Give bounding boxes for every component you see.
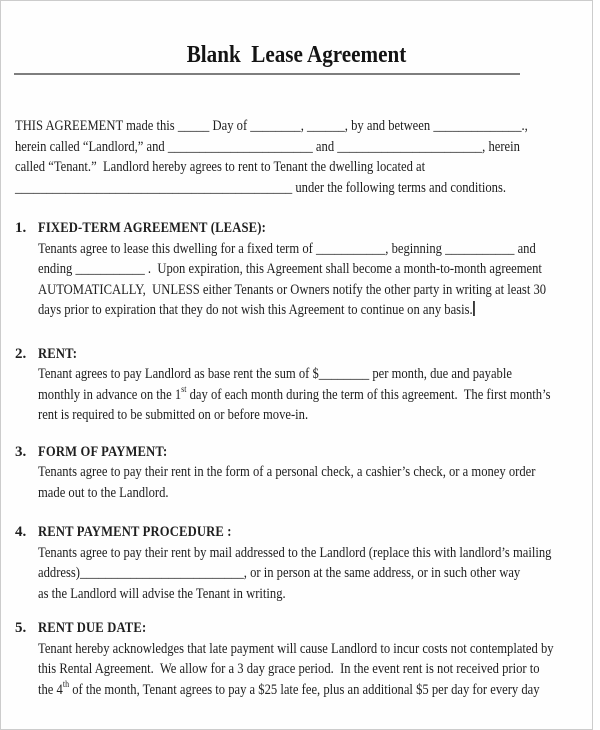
text-line: as the Landlord will advise the Tenant in writing. <box>38 585 286 602</box>
intro-line: ____________________________________________ under the following terms and conditions. <box>15 179 507 196</box>
intro-paragraph <box>15 116 592 198</box>
section-heading: RENT: <box>38 345 78 362</box>
section-form-of-payment <box>15 442 592 504</box>
text-line-text: days prior to expiration that they do not wish this Agreement to continue on any basis. <box>38 302 473 318</box>
section-rent <box>15 344 592 426</box>
section-content <box>38 218 592 321</box>
text-line: AUTOMATICALLY, UNLESS either Tenants or Owners notify the other party in writing at least 30 <box>38 281 547 298</box>
section-number: 1. <box>15 220 27 236</box>
text-segment: day of each month during the term of this agreement. The first month’s <box>186 386 551 403</box>
text-line: address)__________________________, or in person at the same address, or in such other way <box>38 565 521 581</box>
section-heading: RENT DUE DATE: <box>38 620 147 636</box>
superscript-ordinal: st <box>181 384 187 395</box>
text-segment: the 4 <box>38 681 63 698</box>
text-segment: of the month, Tenant agrees to pay a $25 late fee, plus an additional $5 per day for every day <box>69 681 540 698</box>
text-cursor <box>473 301 474 316</box>
section-number: 4. <box>15 524 27 540</box>
intro-line: called “Tenant.” Landlord hereby agrees to rent to Tenant the dwelling located at <box>15 159 426 175</box>
section-content <box>38 344 592 426</box>
text-line: made out to the Landlord. <box>38 484 169 501</box>
text-line <box>38 300 503 321</box>
text-line: ending ___________ . Upon expiration, this Agreement shall become a month-to-month agreement <box>38 261 542 277</box>
section-number: 5. <box>15 620 27 636</box>
title-rule <box>14 73 520 75</box>
text-segment: monthly in advance on the 1 <box>38 386 182 403</box>
text-line: Tenant agrees to pay Landlord as base rent the sum of $________ per month, due and payable <box>38 366 512 382</box>
section-heading: FIXED-TERM AGREEMENT (LEASE): <box>38 220 266 236</box>
section-content <box>38 618 592 700</box>
text-line: Tenants agree to lease this dwelling for a fixed term of ___________, beginning ___________ and <box>38 240 536 257</box>
text-line: Tenants agree to pay their rent in the form of a personal check, a cashier’s check, or a money order <box>38 464 536 480</box>
intro-line: herein called “Landlord,” and _______________________ and _______________________, herein <box>15 138 520 155</box>
document-title: Blank Lease Agreement <box>186 42 407 68</box>
section-heading: FORM OF PAYMENT: <box>38 443 168 460</box>
section-content <box>38 442 592 504</box>
section-rent-due-date <box>15 618 592 700</box>
text-line: Tenants agree to pay their rent by mail addressed to the Landlord (replace this with landlord’s mailing <box>38 544 552 561</box>
text-line <box>38 679 540 701</box>
intro-line: THIS AGREEMENT made this _____ Day of ________, ______, by and between ______________., <box>15 118 528 134</box>
section-number: 2. <box>15 345 27 362</box>
section-content <box>38 522 592 604</box>
text-line: this Rental Agreement. We allow for a 3 day grace period. In the event rent is not received prior to <box>38 661 540 677</box>
section-number: 3. <box>15 443 27 460</box>
section-fixed-term-agreement <box>15 218 592 321</box>
section-rent-payment-procedure <box>15 522 592 604</box>
text-line: Tenant hereby acknowledges that late payment will cause Landlord to incur costs not contemplated by <box>38 640 554 657</box>
section-heading: RENT PAYMENT PROCEDURE : <box>38 524 232 540</box>
superscript-ordinal: th <box>62 679 70 690</box>
text-line <box>38 384 551 406</box>
text-line: rent is required to be submitted on or before move-in. <box>38 407 309 423</box>
